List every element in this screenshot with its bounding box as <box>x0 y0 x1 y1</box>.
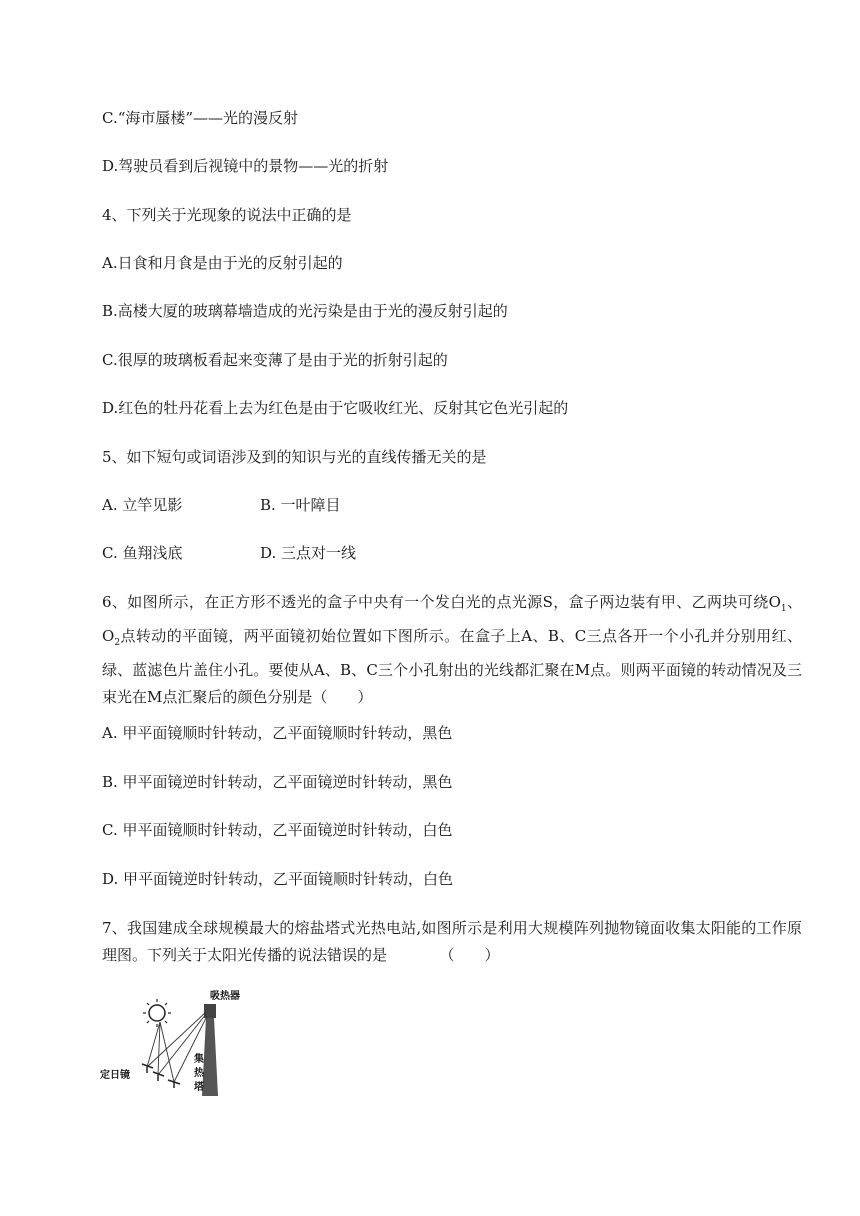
q5-option-a: A. 立竿见影 <box>102 496 183 514</box>
q3-option-c: C.“海市蜃楼”——光的漫反射 <box>102 109 299 127</box>
heliostat-mirror-icon <box>142 1064 180 1088</box>
q6-option-d: D. 甲平面镜逆时针转动，乙平面镜顺时针转动，白色 <box>102 870 454 888</box>
q6-subscript-1: 1 <box>780 604 787 614</box>
q6-stem-text-3: 点转动的平面镜，两平面镜初始位置如下图所示。在盒子上A、B、C三点各开一个小孔并分别用红、绿、蓝滤色片盖住小孔。要使从A、B、C三个小孔射出的光线都汇聚在M点。则两平面镜的转动情况及三束光在M点汇聚后的颜色分别是（ ） <box>102 627 802 706</box>
q4-option-a: A.日食和月食是由于光的反射引起的 <box>102 254 343 272</box>
tower-label-2: 热 <box>194 1068 204 1079</box>
q3-option-d: D.驾驶员看到后视镜中的景物——光的折射 <box>102 157 389 175</box>
tower-label-1: 集 <box>194 1054 204 1065</box>
q7-figure <box>100 990 240 1100</box>
q6-option-a: A. 甲平面镜顺时针转动，乙平面镜顺时针转动，黑色 <box>102 724 453 742</box>
tower-label-3: 塔 <box>194 1082 204 1093</box>
q5-option-b: B. 一叶障目 <box>260 496 341 514</box>
q4-option-d: D.红色的牡丹花看上去为红色是由于它吸收红光、反射其它色光引起的 <box>102 399 569 417</box>
q6-stem <box>102 589 802 711</box>
q6-option-b: B. 甲平面镜逆时针转动，乙平面镜逆时针转动，黑色 <box>102 773 453 791</box>
tower-icon <box>202 1004 218 1096</box>
q4-option-b: B.高楼大厦的玻璃幕墙造成的光污染是由于光的漫反射引起的 <box>102 302 508 320</box>
q6-subscript-2: 2 <box>114 638 121 648</box>
solar-tower-diagram <box>100 990 240 1100</box>
q4-stem: 4、下列关于光现象的说法中正确的是 <box>102 206 352 224</box>
sun-icon <box>143 999 171 1027</box>
q5-stem: 5、如下短句或词语涉及到的知识与光的直线传播无关的是 <box>102 448 487 466</box>
q6-stem-text-1: 6、如图所示，在正方形不透光的盒子中央有一个发白光的点光源S，盒子两边装有甲、乙两块可绕O <box>102 593 781 611</box>
heliostat-label: 定日镜 <box>100 1070 130 1081</box>
receiver-label: 吸热器 <box>210 991 240 1002</box>
q4-option-c: C.很厚的玻璃板看起来变薄了是由于光的折射引起的 <box>102 351 448 369</box>
q7-stem: 7、我国建成全球规模最大的熔盐塔式光热电站,如图所示是利用大规模阵列抛物镜面收集太阳能的工作原理图。下列关于太阳光传播的说法错误的是 （ ） <box>102 919 802 964</box>
q5-option-c: C. 鱼翔浅底 <box>102 544 183 562</box>
q5-option-d: D. 三点对一线 <box>260 544 357 562</box>
q6-option-c: C. 甲平面镜顺时针转动，乙平面镜逆时针转动，白色 <box>102 821 453 839</box>
q6-stem-text-2: 、O <box>102 593 802 645</box>
